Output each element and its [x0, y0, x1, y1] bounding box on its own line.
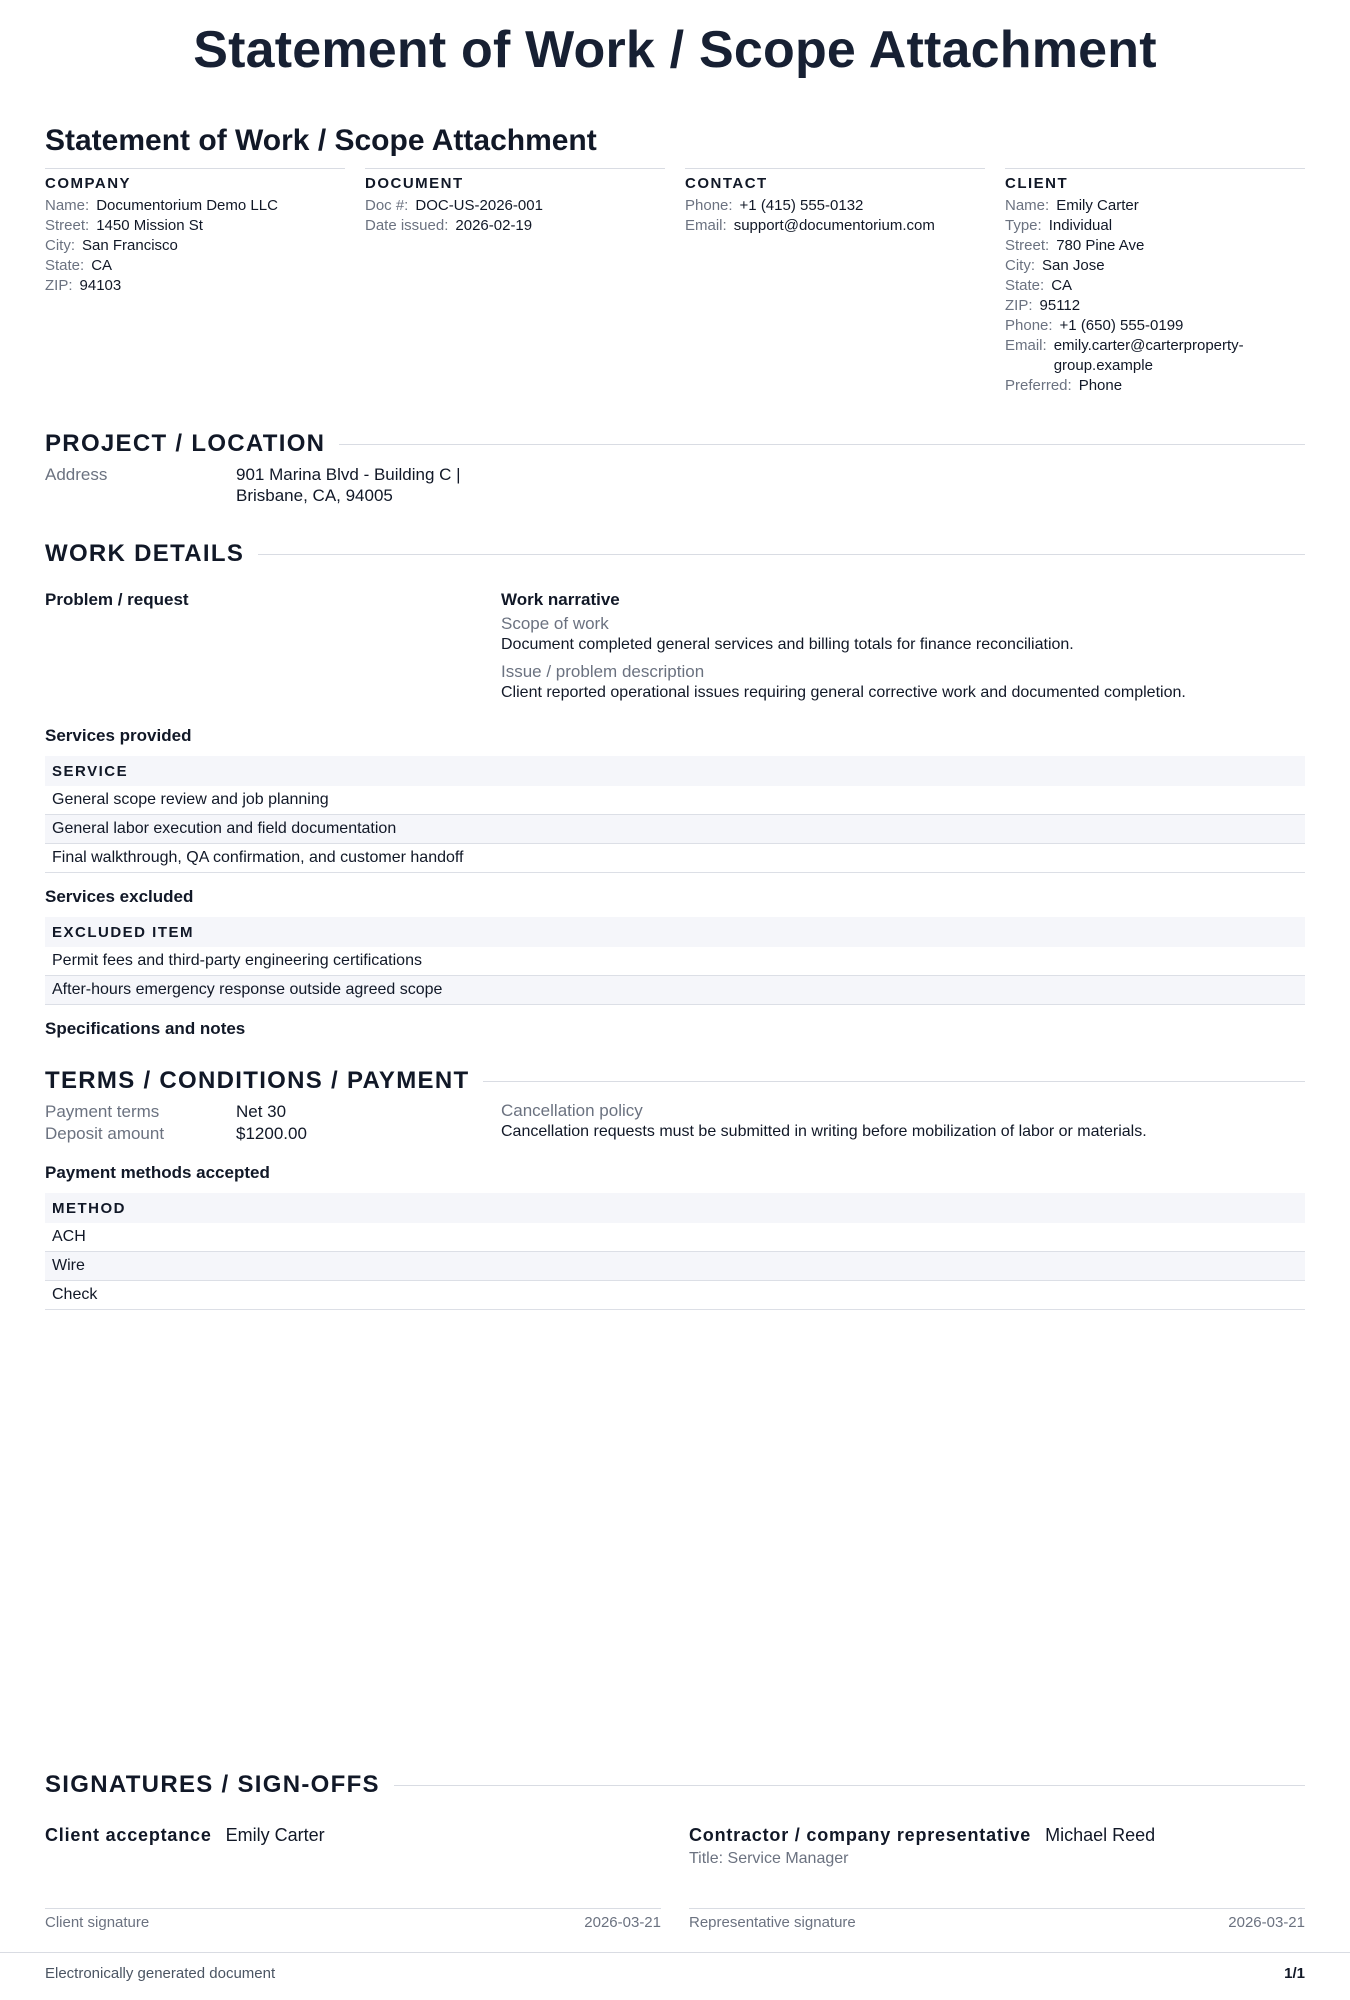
page-number: 1/1	[1284, 1965, 1305, 1982]
client-signature-label: Client signature	[45, 1914, 150, 1931]
company-state-row	[45, 256, 345, 276]
representative-signature-block	[689, 1825, 1305, 1931]
section-divider	[258, 554, 1305, 555]
table-row	[45, 947, 1305, 976]
excluded-table	[45, 917, 1305, 1005]
client-phone-row	[1005, 316, 1305, 336]
company-street-row	[45, 216, 345, 236]
signature-grid	[45, 1825, 1305, 1931]
document-heading: DOCUMENT	[365, 175, 464, 192]
field-value: San Jose	[1042, 257, 1105, 274]
address-label: Address	[45, 465, 108, 484]
field-label: Street:	[45, 217, 90, 234]
client-city-row	[1005, 256, 1305, 276]
field-value: emily.carter@carterproperty-group.example	[1053, 337, 1244, 374]
problem-column	[45, 590, 501, 704]
cancellation-label: Cancellation policy	[501, 1101, 643, 1120]
client-state-row	[1005, 276, 1305, 296]
client-email-row	[1005, 336, 1305, 376]
client-signer-name: Emily Carter	[225, 1825, 325, 1845]
work-details-grid	[45, 590, 1305, 704]
contact-heading: CONTACT	[685, 175, 768, 192]
services-excluded-label: Services excluded	[45, 887, 194, 906]
table-cell: Permit fees and third-party engineering certifications	[45, 947, 1305, 976]
info-grid	[45, 168, 1305, 396]
column-header: SERVICE	[45, 756, 1305, 786]
payment-terms-column	[45, 1101, 501, 1145]
field-label: Name:	[45, 197, 90, 214]
table-cell: General labor execution and field documentation	[45, 815, 1305, 844]
client-street-row	[1005, 236, 1305, 256]
field-value: 94103	[79, 277, 122, 294]
document-block	[365, 168, 665, 396]
document-page	[45, 0, 1305, 1310]
contact-block	[685, 168, 985, 396]
client-signature-line[interactable]	[45, 1908, 661, 1931]
field-value: 95112	[1039, 297, 1081, 314]
signatures-section-heading	[45, 1771, 1305, 1799]
client-heading: CLIENT	[1005, 175, 1069, 192]
payment-terms-row	[45, 1101, 501, 1123]
scope-label: Scope of work	[501, 614, 609, 633]
field-label: City:	[45, 237, 75, 254]
client-zip-row	[1005, 296, 1305, 316]
rep-signature-date: 2026-03-21	[1228, 1914, 1305, 1931]
field-value: Emily Carter	[1056, 197, 1139, 214]
field-label: Street:	[1005, 237, 1050, 254]
doc-number-row	[365, 196, 665, 216]
deposit-value: $1200.00	[236, 1124, 307, 1143]
narrative-label: Work narrative	[501, 590, 620, 609]
field-value: Phone	[1078, 377, 1123, 394]
table-cell: Final walkthrough, QA confirmation, and customer handoff	[45, 844, 1305, 873]
field-value: Documentorium Demo LLC	[96, 197, 278, 214]
field-value: +1 (650) 555-0199	[1059, 317, 1184, 334]
payment-terms-label: Payment terms	[45, 1102, 160, 1121]
client-title-spacer	[45, 1850, 661, 1870]
field-label: Name:	[1005, 197, 1050, 214]
services-provided-label: Services provided	[45, 726, 192, 745]
company-heading: COMPANY	[45, 175, 132, 192]
field-value: support@documentorium.com	[733, 217, 935, 234]
terms-grid	[45, 1101, 1305, 1145]
field-label: Date issued:	[365, 217, 449, 234]
table-cell: After-hours emergency response outside agreed scope	[45, 976, 1305, 1005]
rep-signature-label: Representative signature	[689, 1914, 856, 1931]
table-cell: Check	[45, 1281, 1305, 1310]
company-city-row	[45, 236, 345, 256]
section-title-text: SIGNATURES / SIGN-OFFS	[45, 1771, 380, 1798]
client-name-row	[1005, 196, 1305, 216]
page-footer	[0, 1952, 1350, 1982]
specifications-label: Specifications and notes	[45, 1019, 246, 1038]
table-cell: General scope review and job planning	[45, 786, 1305, 815]
table-header-row	[45, 917, 1305, 947]
table-header-row	[45, 1193, 1305, 1223]
field-label: Preferred:	[1005, 377, 1072, 394]
section-divider	[394, 1785, 1305, 1786]
table-row	[45, 844, 1305, 873]
client-block	[1005, 168, 1305, 396]
field-label: State:	[1005, 277, 1045, 294]
contact-email-row	[685, 216, 985, 236]
client-role-label: Client acceptance	[45, 1825, 212, 1845]
table-cell: ACH	[45, 1223, 1305, 1252]
field-value: +1 (415) 555-0132	[739, 197, 864, 214]
document-subtitle: Statement of Work / Scope Attachment	[45, 124, 597, 157]
footer-note: Electronically generated document	[45, 1965, 276, 1982]
terms-section-heading	[45, 1067, 1305, 1095]
table-row	[45, 815, 1305, 844]
rep-signature-line[interactable]	[689, 1908, 1305, 1931]
table-row	[45, 786, 1305, 815]
page-title: Statement of Work / Scope Attachment	[193, 21, 1157, 79]
deposit-row	[45, 1123, 501, 1145]
field-label: Email:	[1005, 337, 1047, 354]
table-header-row	[45, 756, 1305, 786]
table-row	[45, 976, 1305, 1005]
date-issued-row	[365, 216, 665, 236]
services-table	[45, 756, 1305, 873]
field-value: DOC-US-2026-001	[415, 197, 543, 214]
payment-terms-value: Net 30	[236, 1102, 287, 1121]
rep-title: Title: Service Manager	[689, 1850, 849, 1867]
client-signature-block	[45, 1825, 661, 1931]
field-label: Email:	[685, 217, 727, 234]
section-divider	[483, 1081, 1305, 1082]
field-value: Individual	[1048, 217, 1113, 234]
client-type-row	[1005, 216, 1305, 236]
scope-text: Document completed general services and billing totals for finance reconciliation.	[501, 636, 1074, 653]
field-value: 2026-02-19	[455, 217, 533, 234]
column-header: METHOD	[45, 1193, 1305, 1223]
work-section-heading	[45, 540, 1305, 568]
client-preferred-row	[1005, 376, 1305, 396]
contact-phone-row	[685, 196, 985, 216]
signatures-section	[45, 1771, 1305, 1931]
rep-signer-name: Michael Reed	[1045, 1825, 1156, 1845]
table-row	[45, 1252, 1305, 1281]
field-value: CA	[91, 257, 113, 274]
field-label: ZIP:	[45, 277, 73, 294]
table-row	[45, 1223, 1305, 1252]
company-name-row	[45, 196, 345, 216]
payment-methods-table	[45, 1193, 1305, 1310]
problem-label: Problem / request	[45, 590, 189, 609]
column-header: EXCLUDED ITEM	[45, 917, 1305, 947]
cancellation-column	[501, 1101, 1305, 1145]
deposit-label: Deposit amount	[45, 1124, 165, 1143]
company-block	[45, 168, 345, 396]
address-value: 901 Marina Blvd - Building C | Brisbane, CA, 94005	[236, 465, 461, 505]
rep-role-label: Contractor / company representative	[689, 1825, 1032, 1845]
project-section-heading	[45, 430, 1305, 458]
field-value: 780 Pine Ave	[1056, 237, 1145, 254]
field-label: Phone:	[685, 197, 733, 214]
field-label: Phone:	[1005, 317, 1053, 334]
table-cell: Wire	[45, 1252, 1305, 1281]
field-label: City:	[1005, 257, 1035, 274]
table-row	[45, 1281, 1305, 1310]
issue-label: Issue / problem description	[501, 662, 705, 681]
project-address-row	[45, 464, 1305, 506]
narrative-column	[501, 590, 1305, 704]
field-value: 1450 Mission St	[96, 217, 203, 234]
section-title-text: PROJECT / LOCATION	[45, 430, 326, 457]
field-value: CA	[1051, 277, 1073, 294]
field-label: State:	[45, 257, 85, 274]
client-signature-date: 2026-03-21	[584, 1914, 661, 1931]
cancellation-text: Cancellation requests must be submitted in writing before mobilization of labor or materials.	[501, 1123, 1147, 1140]
field-value: San Francisco	[82, 237, 178, 254]
field-label: Type:	[1005, 217, 1042, 234]
section-title-text: WORK DETAILS	[45, 540, 245, 567]
company-zip-row	[45, 276, 345, 296]
section-title-text: TERMS / CONDITIONS / PAYMENT	[45, 1067, 470, 1094]
issue-text: Client reported operational issues requiring general corrective work and documented completion.	[501, 684, 1186, 701]
field-label: Doc #:	[365, 197, 409, 214]
payment-methods-label: Payment methods accepted	[45, 1163, 270, 1182]
section-divider	[339, 444, 1305, 445]
field-label: ZIP:	[1005, 297, 1033, 314]
